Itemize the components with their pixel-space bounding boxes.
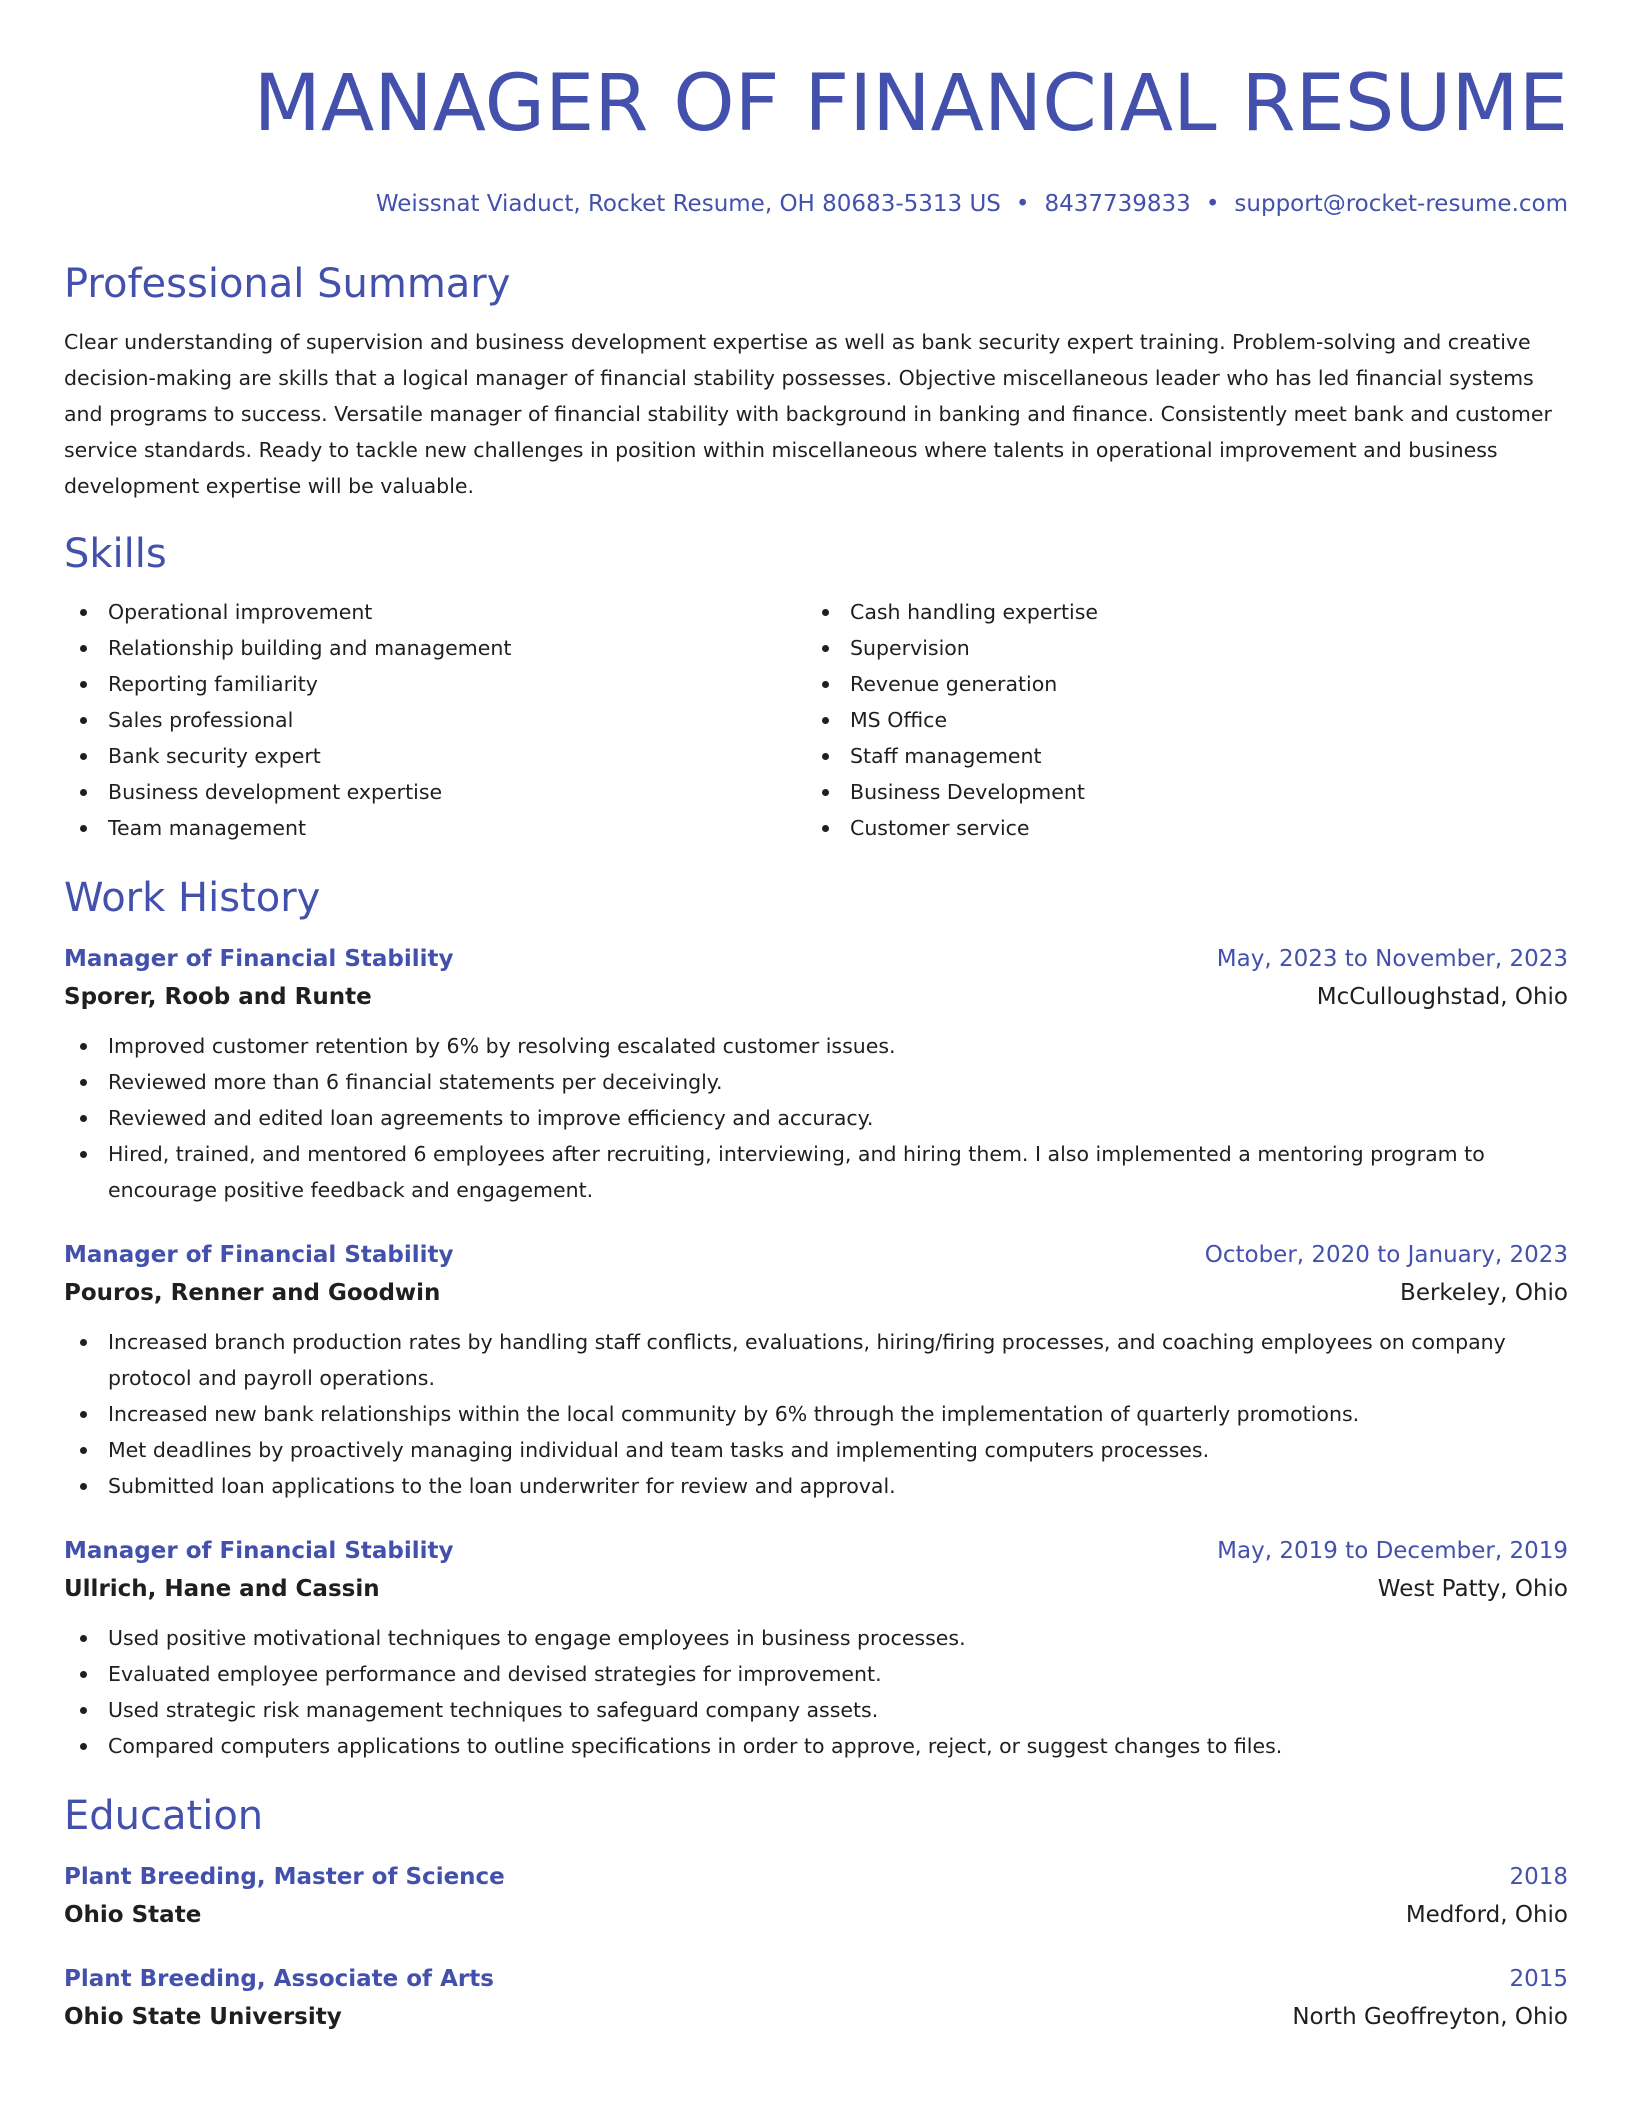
job-location: Berkeley, Ohio [1400, 1280, 1568, 1306]
list-item-text: Reporting familiarity [108, 672, 318, 696]
list-item [806, 774, 1548, 810]
contact-address: Weissnat Viaduct, Rocket Resume, OH 80683-5313 US [375, 191, 1001, 217]
list-item [64, 630, 806, 666]
list-item [64, 1396, 1568, 1432]
job-dates: October, 2020 to January, 2023 [1204, 1242, 1568, 1268]
bullet-dot-icon [822, 645, 829, 652]
list-item-text: Staff management [850, 744, 1042, 768]
list-item-text: Used strategic risk management techniques to safeguard company assets. [108, 1698, 879, 1722]
list-item [64, 1692, 1568, 1728]
bullet-dot-icon [80, 1483, 87, 1490]
summary-section [64, 260, 1568, 504]
job-company: Ullrich, Hane and Cassin [64, 1576, 380, 1602]
skills-heading: Skills [64, 531, 167, 577]
list-item-text: Submitted loan applications to the loan underwriter for review and approval. [108, 1474, 896, 1498]
list-item-text: Cash handling expertise [850, 600, 1099, 624]
education-heading: Education [64, 1793, 264, 1839]
list-item-text: Revenue generation [850, 672, 1058, 696]
list-item-text: Business Development [850, 780, 1085, 804]
job-location: West Patty, Ohio [1377, 1576, 1568, 1602]
education-location: North Geoffreyton, Ohio [1292, 2004, 1568, 2030]
list-item [806, 738, 1548, 774]
list-item [64, 1656, 1568, 1692]
bullet-dot-icon [822, 681, 829, 688]
list-item-text: Relationship building and management [108, 636, 512, 660]
bullet-dot-icon [822, 789, 829, 796]
list-item [806, 810, 1548, 846]
list-item-text: Met deadlines by proactively managing individual and team tasks and implementing computers processes. [108, 1438, 1210, 1462]
bullet-dot-icon [80, 1743, 87, 1750]
list-item [64, 666, 806, 702]
contact-separator: • [1205, 191, 1220, 217]
job-dates: May, 2023 to November, 2023 [1216, 946, 1568, 972]
list-item-text: MS Office [850, 708, 948, 732]
job-company: Pouros, Renner and Goodwin [64, 1280, 441, 1306]
education-year: 2018 [1509, 1864, 1568, 1890]
list-item-text: Bank security expert [108, 744, 321, 768]
list-item-text: Business development expertise [108, 780, 443, 804]
list-item [64, 594, 806, 630]
skills-columns [64, 594, 1568, 846]
list-item-text: Customer service [850, 816, 1030, 840]
education-section [64, 1792, 1568, 2036]
job-dates: May, 2019 to December, 2019 [1217, 1538, 1568, 1564]
list-item [64, 1728, 1568, 1764]
bullet-dot-icon [80, 609, 87, 616]
bullet-dot-icon [80, 1151, 87, 1158]
job-title: Manager of Financial Stability [64, 946, 454, 972]
education-entry [64, 1858, 1568, 1934]
list-item-text: Hired, trained, and mentored 6 employees after recruiting, interviewing, and hiring them. I also implemented a mentoring program to encourage positive feedback and engagement. [108, 1142, 1485, 1202]
bullet-dot-icon [80, 1411, 87, 1418]
education-year: 2015 [1509, 1966, 1568, 1992]
skills-list-right [806, 594, 1548, 846]
education-school: Ohio State University [64, 2004, 342, 2030]
contact-phone: 8437739833 [1044, 191, 1191, 217]
education-entry [64, 1960, 1568, 2036]
list-item [64, 1620, 1568, 1656]
education-school: Ohio State [64, 1902, 202, 1928]
job-title: Manager of Financial Stability [64, 1538, 454, 1564]
list-item [806, 702, 1548, 738]
job-entry [64, 940, 1568, 1208]
job-bullets [64, 1620, 1568, 1764]
list-item-text: Reviewed more than 6 financial statements per deceivingly. [108, 1070, 723, 1094]
bullet-dot-icon [80, 1115, 87, 1122]
list-item [64, 774, 806, 810]
bullet-dot-icon [80, 1339, 87, 1346]
list-item-text: Evaluated employee performance and devised strategies for improvement. [108, 1662, 882, 1686]
bullet-dot-icon [80, 1447, 87, 1454]
list-item-text: Used positive motivational techniques to engage employees in business processes. [108, 1626, 966, 1650]
list-item [806, 630, 1548, 666]
list-item [64, 1100, 1568, 1136]
contact-line [64, 190, 1568, 218]
education-degree: Plant Breeding, Master of Science [64, 1864, 505, 1890]
resume-header [64, 0, 1568, 218]
bullet-dot-icon [80, 681, 87, 688]
list-item-text: Compared computers applications to outline specifications in order to approve, reject, or suggest changes to files. [108, 1734, 1283, 1758]
list-item-text: Supervision [850, 636, 970, 660]
summary-heading: Professional Summary [64, 261, 511, 307]
bullet-dot-icon [80, 1635, 87, 1642]
bullet-dot-icon [80, 825, 87, 832]
list-item [806, 666, 1548, 702]
job-entry [64, 1532, 1568, 1764]
bullet-dot-icon [822, 753, 829, 760]
list-item-text: Team management [108, 816, 307, 840]
list-item [64, 1064, 1568, 1100]
job-company: Sporer, Roob and Runte [64, 984, 372, 1010]
bullet-dot-icon [80, 1079, 87, 1086]
list-item [64, 738, 806, 774]
contact-separator: • [1015, 191, 1030, 217]
list-item-text: Increased new bank relationships within the local community by 6% through the implementation of quarterly promotions. [108, 1402, 1360, 1426]
job-title: Manager of Financial Stability [64, 1242, 454, 1268]
skills-list-left [64, 594, 806, 846]
list-item [64, 1432, 1568, 1468]
resume-title: MANAGER OF FINANCIAL RESUME [253, 59, 1568, 149]
bullet-dot-icon [80, 789, 87, 796]
work-history-heading: Work History [64, 875, 321, 921]
list-item-text: Improved customer retention by 6% by resolving escalated customer issues. [108, 1034, 896, 1058]
job-entry [64, 1236, 1568, 1504]
job-location: McCulloughstad, Ohio [1316, 984, 1568, 1010]
bullet-dot-icon [80, 645, 87, 652]
bullet-dot-icon [822, 825, 829, 832]
list-item [64, 1324, 1568, 1396]
list-item-text: Operational improvement [108, 600, 373, 624]
bullet-dot-icon [80, 1043, 87, 1050]
bullet-dot-icon [80, 1707, 87, 1714]
list-item [64, 810, 806, 846]
bullet-dot-icon [80, 717, 87, 724]
list-item-text: Reviewed and edited loan agreements to improve efficiency and accuracy. [108, 1106, 874, 1130]
summary-text: Clear understanding of supervision and business development expertise as well as bank security expert training. Problem-solving and creative decision-making are skills that a logical manager of financial stability possesses. Objective miscellaneous leader who has led financial systems and programs to success. Versatile manager of financial stability with background in banking and finance. Consistently meet bank and customer service standards. Ready to tackle new challenges in position within miscellaneous where talents in operational improvement and business development expertise will be valuable. [64, 330, 1552, 498]
contact-email: support@rocket-resume.com [1234, 191, 1568, 217]
list-item-text: Sales professional [108, 708, 294, 732]
list-item [806, 594, 1548, 630]
bullet-dot-icon [822, 609, 829, 616]
list-item [64, 1028, 1568, 1064]
list-item [64, 702, 806, 738]
job-bullets [64, 1028, 1568, 1208]
education-degree: Plant Breeding, Associate of Arts [64, 1966, 494, 1992]
bullet-dot-icon [80, 753, 87, 760]
list-item [64, 1136, 1568, 1208]
list-item-text: Increased branch production rates by handling staff conflicts, evaluations, hiring/firing processes, and coaching employees on company protocol and payroll operations. [108, 1330, 1506, 1390]
bullet-dot-icon [822, 717, 829, 724]
job-bullets [64, 1324, 1568, 1504]
work-history-section [64, 874, 1568, 1764]
bullet-dot-icon [80, 1671, 87, 1678]
list-item [64, 1468, 1568, 1504]
skills-section [64, 530, 1568, 846]
education-location: Medford, Ohio [1405, 1902, 1568, 1928]
